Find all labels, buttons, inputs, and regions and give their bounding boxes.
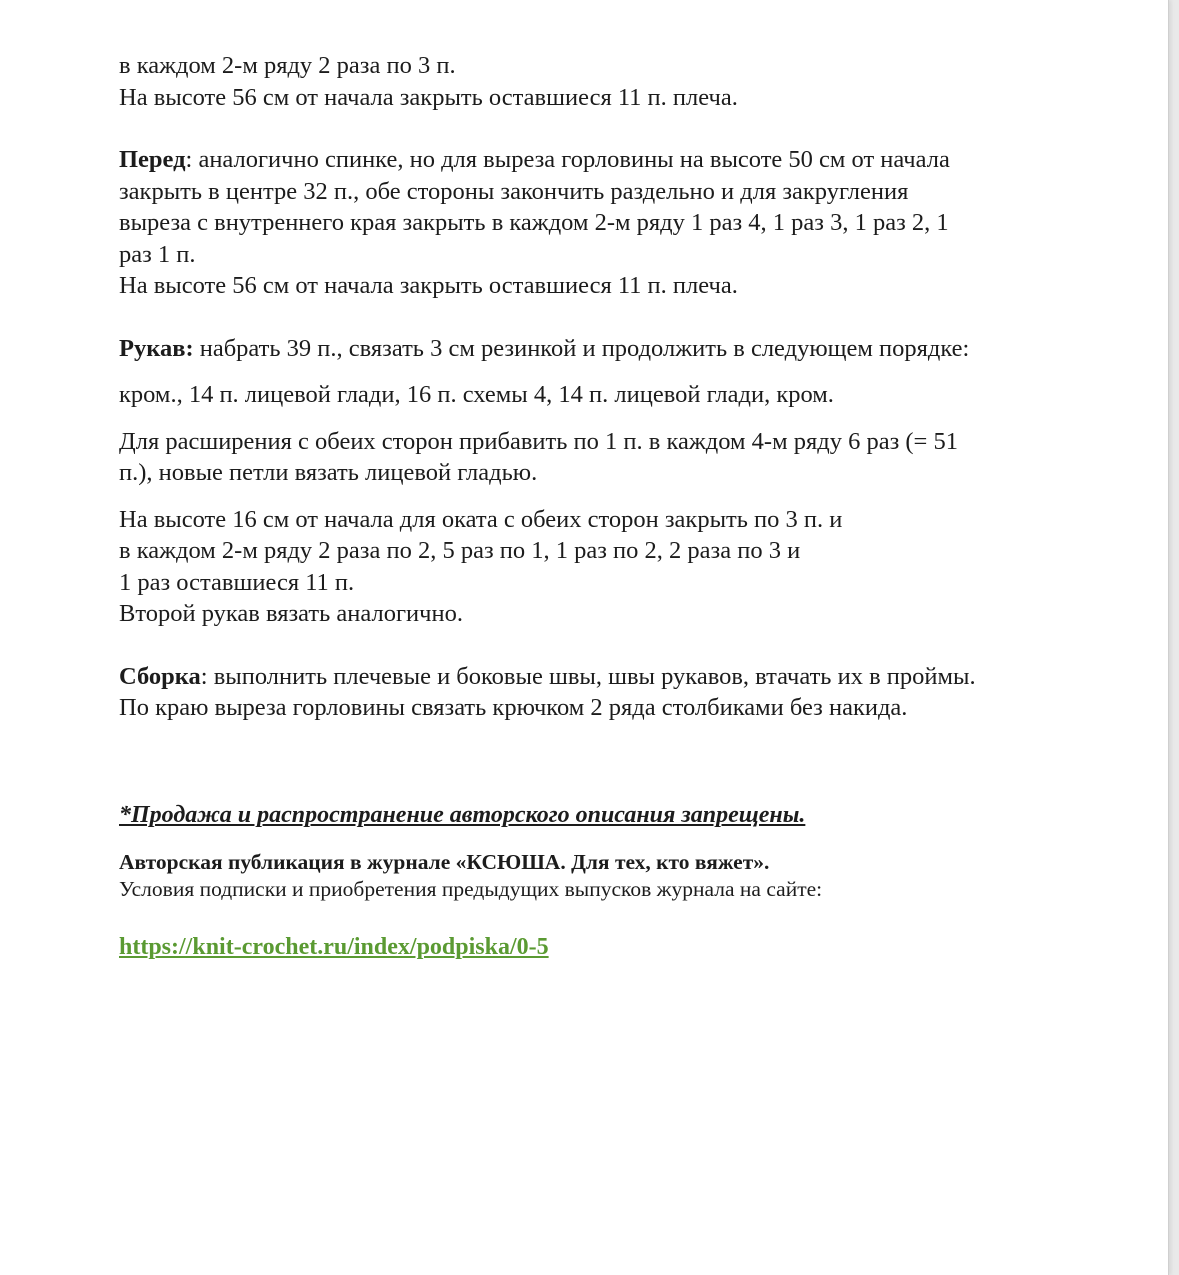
front-line-2: закрыть в центре 32 п., обе стороны закончить раздельно и для закругления xyxy=(119,177,909,205)
front-line-1 xyxy=(119,144,1109,176)
assembly-line-2: По краю выреза горловины связать крючком 2 ряда столбиками без накида. xyxy=(119,694,908,721)
assembly-line-1 xyxy=(119,661,1109,693)
sleeve-line-1 xyxy=(119,333,1109,365)
copyright-notice: *Продажа и распространение авторского описания запрещены. xyxy=(119,802,806,828)
back-tail-line-1: в каждом 2-м ряду 2 раза по 3 п. xyxy=(119,52,456,79)
front-line-5: На высоте 56 см от начала закрыть оставшиеся 11 п. плеча. xyxy=(119,272,738,299)
subscription-conditions: Условия подписки и приобретения предыдущих выпусков журнала на сайте: xyxy=(119,877,823,901)
sleeve-heading: Рукав: xyxy=(119,334,194,362)
publication-credit: Авторская публикация в журнале «КСЮША. Для тех, кто вяжет». xyxy=(119,850,770,874)
sleeve-widen-line-2: п.), новые петли вязать лицевой гладью. xyxy=(119,459,538,486)
sleeve-order: кром., 14 п. лицевой глади, 16 п. схемы 4, 14 п. лицевой глади, кром. xyxy=(119,381,834,408)
front-line-4: раз 1 п. xyxy=(119,240,196,268)
front-line-1-text: : аналогично спинке, но для выреза горловины на высоте 50 см от начала xyxy=(185,146,950,173)
sleeve-widen-line-1: Для расширения с обеих сторон прибавить по 1 п. в каждом 4-м ряду 6 раз (= 51 xyxy=(119,427,958,455)
sleeve-cap-line-4: Второй рукав вязать аналогично. xyxy=(119,600,463,627)
back-tail-line-2: На высоте 56 см от начала закрыть оставшиеся 11 п. плеча. xyxy=(119,83,738,111)
assembly-heading: Сборка xyxy=(119,662,201,690)
subscription-link[interactable]: https://knit-crochet.ru/index/podpiska/0-5 xyxy=(119,934,549,960)
sleeve-cap-line-3: 1 раз оставшиеся 11 п. xyxy=(119,568,355,596)
document-body xyxy=(119,50,1109,724)
front-heading: Перед xyxy=(119,146,186,173)
sleeve-cap-line-2: в каждом 2-м ряду 2 раза по 2, 5 раз по 1, 1 раз по 2, 2 раза по 3 и xyxy=(119,537,801,564)
assembly-line-1-text: : выполнить плечевые и боковые швы, швы рукавов, втачать их в проймы. xyxy=(200,662,976,690)
sleeve-line-1-text: набрать 39 п., связать 3 см резинкой и продолжить в следующем порядке: xyxy=(193,334,970,362)
sleeve-cap-line-1: На высоте 16 см от начала для оката с обеих сторон закрыть по 3 п. и xyxy=(119,505,843,533)
front-line-3: выреза с внутреннего края закрыть в каждом 2-м ряду 1 раз 4, 1 раз 3, 1 раз 2, 1 xyxy=(119,209,949,236)
